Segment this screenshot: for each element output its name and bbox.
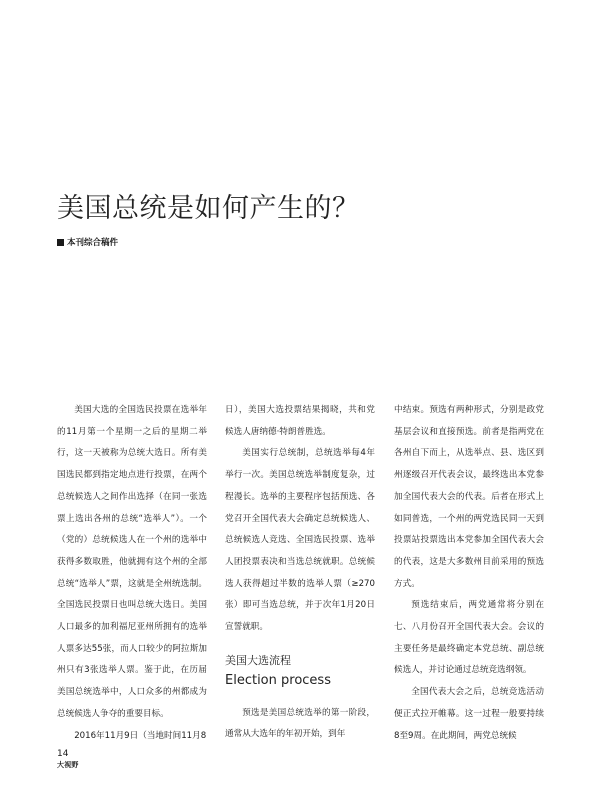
paragraph: 美国大选的全国选民投票在选举年的11月第一个星期一之后的星期二举行，这一天被称为总统大选日。所有美国选民都到指定地点进行投票，在两个总统候选人之间作出选择（在同一张选票上选出各州的总统“选举人”）。一个（党的）总统候选人在一个州的选举中获得多数取胜，他就拥有这个州的全部总统“选举人”票，这就是全州统选制。全国选民投票日也叫总统大选日。美国人口最多的加利福尼亚州所拥有的选举人票多达55张，而人口较少的阿拉斯加州只有3张选举人票。鉴于此，在历届美国总统选举中，人口众多的州都成为总统候选人争夺的重要目标。 bbox=[57, 405, 207, 719]
text-column-2 bbox=[225, 400, 375, 746]
paragraph: 全国代表大会之后，总统竞选活动便正式拉开帷幕。这一过程一般要持续8至9周。在此期间，两党总统候 bbox=[394, 687, 544, 741]
byline-text: 本刊综合稿件 bbox=[67, 238, 119, 248]
byline-square-icon bbox=[57, 239, 64, 246]
paragraph-continued: 中结束。预选有两种形式，分别是政党基层会议和直接预选。前者是指两党在各州自下而上，从选举点、县、选区到州逐级召开代表会议，最终选出本党参加全国代表大会的代表。后者在形式上如同普选，一个州的两党选民同一天到投票站投票选出本党参加全国代表大会的代表，这是大多数州目前采用的预选方式。 bbox=[394, 405, 544, 589]
paragraph-continued: 日），美国大选投票结果揭晓，共和党候选人唐纳德·特朗普胜选。 bbox=[225, 405, 375, 437]
section-subheading: Election process bbox=[225, 672, 331, 688]
section-heading: 美国大选流程 bbox=[225, 653, 291, 667]
article-title: 美国总统是如何产生的？ bbox=[57, 193, 360, 224]
text-column-1 bbox=[57, 400, 207, 747]
paragraph: 美国实行总统制，总统选举每4年举行一次。美国总统选举制度复杂，过程漫长。选举的主要程序包括预选、各党召开全国代表大会确定总统候选人、总统候选人竞选、全国选民投票、选举人团投票表决和当选总统就职。总统候选人获得超过半数的选举人票（≥270张）即可当选总统，并于次年1月20日宣誓就职。 bbox=[225, 448, 375, 633]
byline bbox=[57, 236, 118, 248]
page-number: 14 bbox=[57, 749, 69, 759]
paragraph: 预选结束后，两党通常将分别在七、八月份召开全国代表大会。会议的主要任务是最终确定本党总统、副总统候选人，并讨论通过总统竞选纲领。 bbox=[394, 600, 544, 676]
paragraph: 2016年11月9日（当地时间11月8 bbox=[74, 730, 207, 741]
text-column-3 bbox=[394, 400, 544, 747]
magazine-name: 大视野 bbox=[57, 760, 79, 769]
paragraph: 预选是美国总统选举的第一阶段，通常从大选年的年初开始，到年 bbox=[225, 707, 375, 740]
